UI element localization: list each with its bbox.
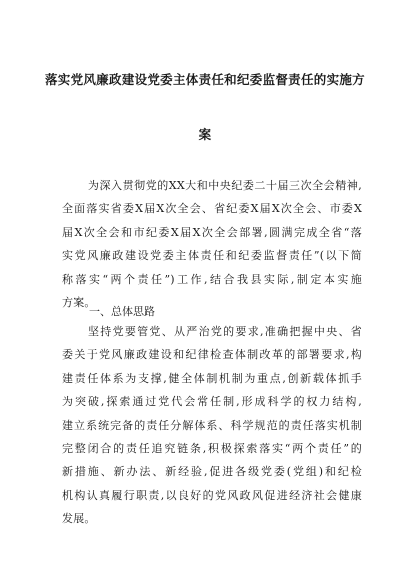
section1-paragraph <box>62 320 362 531</box>
document-title-line-2: 案 <box>198 127 212 142</box>
section1-line: 完整闭合的责任追究链条,积极探索落实“两个责任”的 <box>62 442 362 456</box>
intro-line: 方案。 <box>62 296 96 310</box>
intro-line: 为深入贯彻党的XX大和中央纪委二十届三次全会精神, <box>88 179 362 192</box>
intro-line: 实党风廉政建设党委主体责任和纪委监督责任”(以下简 <box>62 249 362 263</box>
intro-paragraph <box>62 174 362 314</box>
intro-line: 届X次全会和市纪委X届X次全会部署,圆满完成全省“落 <box>62 225 362 239</box>
intro-line: 全面落实省委X届X次全会、省纪委X届X次全会、市委X <box>62 202 362 216</box>
section1-line: 建立系统完备的责任分解体系、科学规范的责任落实机制 <box>62 418 362 432</box>
intro-line: 称落实“两个责任”)工作,结合我县实际,制定本实施 <box>62 272 362 286</box>
section1-line: 为突破,探索通过党代会常任制,形成科学的权力结构, <box>62 395 362 409</box>
section1-line: 委关于党风廉政建设和纪律检查体制改革的部署要求,构 <box>62 348 362 362</box>
document-title-line-1: 落实党风廉政建设党委主体责任和纪委监督责任的实施方 <box>44 72 365 87</box>
section-heading-overall-approach: 一、总体思路 <box>89 305 155 318</box>
section1-line: 机构认真履行职责,以良好的党风政风促进经济社会健康 <box>62 488 362 502</box>
section1-line: 发展。 <box>62 512 96 526</box>
section1-line: 新措施、新办法、新经验,促进各级党委(党组)和纪检 <box>62 465 362 479</box>
section1-line: 建责任体系为支撑,健全体制机制为重点,创新载体抓手 <box>62 371 362 385</box>
section1-line: 坚持党要管党、从严治党的要求,准确把握中央、省 <box>88 325 362 338</box>
